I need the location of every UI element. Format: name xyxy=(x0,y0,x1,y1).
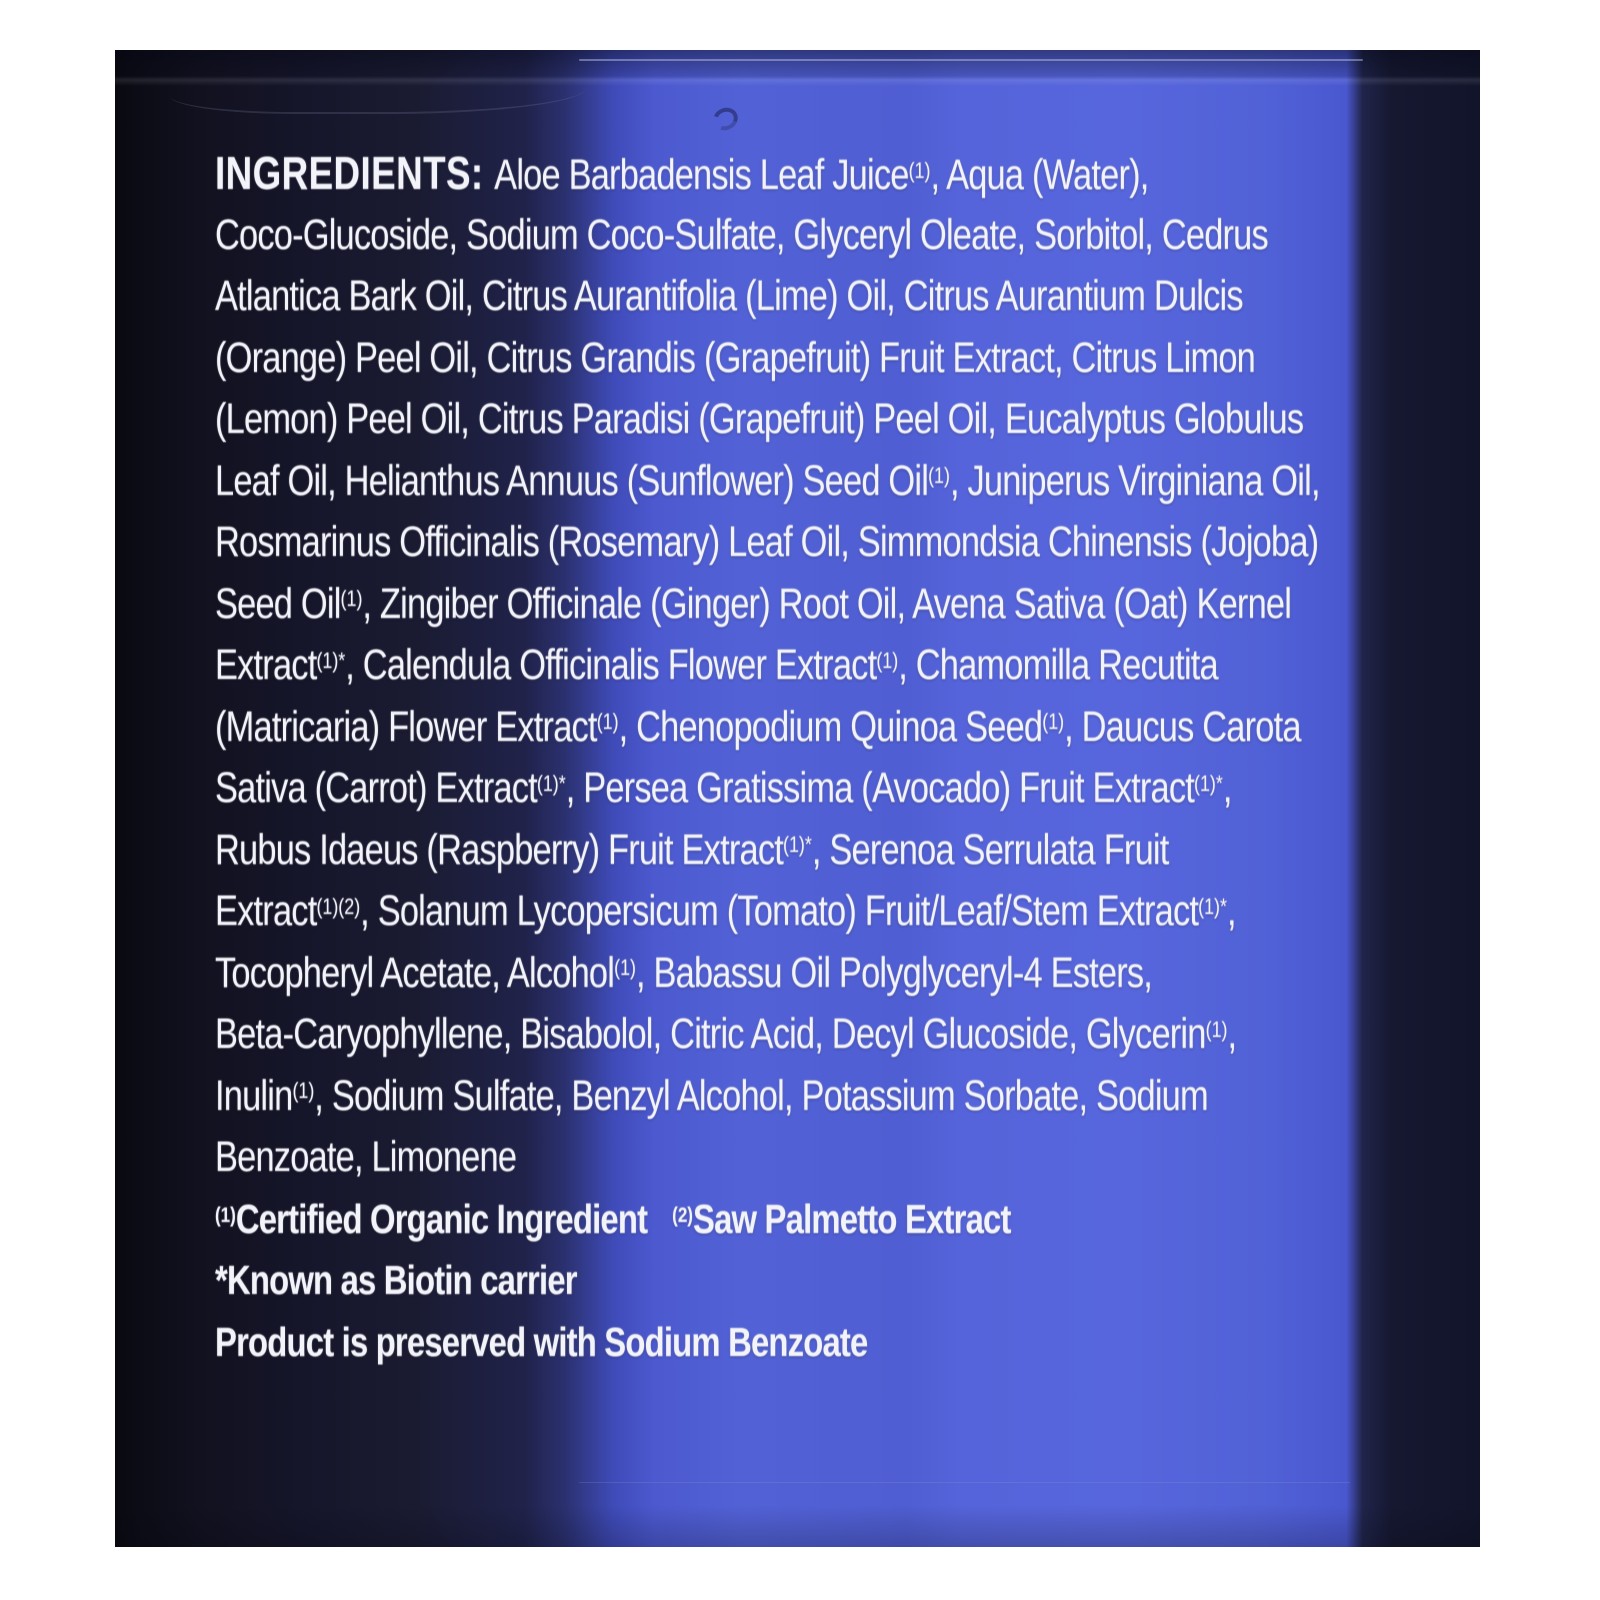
ingredient-text: , Persea Gratissima (Avocado) Fruit Extract xyxy=(565,764,1195,812)
ingredient-text: , Chamomilla Recutita xyxy=(898,641,1218,689)
ingredient-text: INGREDIENTS: xyxy=(215,147,495,199)
footnote-marker: (1)* xyxy=(536,770,566,796)
ingredient-text: Extract xyxy=(215,641,317,689)
label-line xyxy=(215,1250,1495,1312)
ingredients-text xyxy=(215,143,1495,1373)
ingredient-text: Aloe Barbadensis Leaf Juice xyxy=(494,151,909,199)
footnote-marker: (1) xyxy=(596,709,619,735)
footnote-marker: (1)(2) xyxy=(316,893,361,919)
ingredient-text: , Zingiber Officinale (Ginger) Root Oil, Avena Sativa (Oat) Kernel xyxy=(362,579,1292,628)
bottle-shoulder-seam xyxy=(170,78,586,114)
label-line xyxy=(215,1066,1495,1128)
footnote-marker: (1)* xyxy=(1194,770,1223,796)
footnote-marker: (1) xyxy=(292,1078,315,1104)
ingredient-text: Atlantica Bark Oil, Citrus Aurantifolia (Lime) Oil, Citrus Aurantium Dulcis xyxy=(215,272,1243,320)
footnote-marker: (1)* xyxy=(316,647,346,673)
ingredient-text: , Sodium Sulfate, Benzyl Alcohol, Potassium Sorbate, Sodium xyxy=(314,1071,1208,1120)
label-line xyxy=(215,328,1495,390)
label-line xyxy=(215,451,1495,513)
footnote-marker: (1) xyxy=(908,157,931,183)
label-line xyxy=(215,143,1495,205)
label-line xyxy=(215,1189,1495,1251)
label-line xyxy=(215,758,1495,820)
label-line xyxy=(215,697,1495,759)
label-line xyxy=(215,881,1495,943)
ingredient-text: (Orange) Peel Oil, Citrus Grandis (Grapefruit) Fruit Extract, Citrus Limon xyxy=(215,333,1255,382)
footnote-marker: (1) xyxy=(928,463,950,489)
ingredient-text: Inulin xyxy=(215,1071,293,1120)
ingredient-text: , Calendula Officinalis Flower Extract xyxy=(345,641,877,689)
label-line xyxy=(215,512,1495,574)
bottle-bottom-seam xyxy=(579,1482,1350,1483)
footnote-marker: (1)* xyxy=(1198,893,1227,919)
ingredient-text: , Daucus Carota xyxy=(1064,702,1301,751)
footnote-marker: (2) xyxy=(672,1202,693,1227)
product-label-photo xyxy=(115,50,1480,1547)
label-line xyxy=(215,205,1495,267)
ingredient-text: , xyxy=(1226,887,1236,935)
ingredient-text: Sativa (Carrot) Extract xyxy=(215,764,537,812)
ingredient-text: , Serenoa Serrulata Fruit xyxy=(811,825,1169,874)
ingredient-text: (Lemon) Peel Oil, Citrus Paradisi (Grapefruit) Peel Oil, Eucalyptus Globulus xyxy=(215,395,1304,443)
ingredient-text: Coco-Glucoside, Sodium Coco-Sulfate, Glyceryl Oleate, Sorbitol, Cedrus xyxy=(215,210,1268,259)
ingredient-text: Beta-Caryophyllene, Bisabolol, Citric Acid, Decyl Glucoside, Glycerin xyxy=(215,1010,1206,1058)
label-line xyxy=(215,1312,1495,1374)
ingredient-text: Seed Oil xyxy=(215,579,341,628)
bottle-cap-seam xyxy=(579,59,1363,61)
footnote-marker: (1) xyxy=(614,955,636,981)
ingredient-text: Tocopheryl Acetate, Alcohol xyxy=(215,948,615,997)
footnote-marker: (1) xyxy=(1205,1016,1228,1042)
footnote-marker: (1) xyxy=(876,647,899,673)
label-line xyxy=(215,574,1495,636)
ingredient-text: Benzoate, Limonene xyxy=(215,1133,517,1181)
label-line xyxy=(215,266,1495,328)
ingredient-text: Rubus Idaeus (Raspberry) Fruit Extract xyxy=(215,825,783,874)
footnote-marker: (1) xyxy=(1042,709,1065,735)
ingredient-text: Extract xyxy=(215,887,317,935)
label-line xyxy=(215,389,1495,451)
ingredient-text: (Matricaria) Flower Extract xyxy=(215,702,597,751)
label-defect-mark xyxy=(710,104,742,135)
ingredient-text: Leaf Oil, Helianthus Annuus (Sunflower) Seed Oil xyxy=(215,456,929,505)
ingredient-text: Rosmarinus Officinalis (Rosemary) Leaf Oil, Simmondsia Chinensis (Jojoba) xyxy=(215,518,1319,566)
label-line xyxy=(215,1127,1495,1189)
footnote-marker: (1)* xyxy=(783,832,812,858)
footnote-marker: (1) xyxy=(215,1202,236,1227)
label-line xyxy=(215,1004,1495,1066)
ingredient-text: , xyxy=(1222,764,1232,812)
label-line xyxy=(215,943,1495,1005)
ingredient-text: , Babassu Oil Polyglyceryl-4 Esters, xyxy=(635,948,1153,997)
ingredient-text: , xyxy=(1227,1010,1237,1058)
ingredient-text: , Solanum Lycopersicum (Tomato) Fruit/Leaf/Stem Extract xyxy=(360,887,1199,935)
ingredient-text: Product is preserved with Sodium Benzoate xyxy=(215,1318,868,1365)
ingredient-text: , Juniperus Virginiana Oil, xyxy=(949,456,1320,505)
footnote-marker: (1) xyxy=(340,586,363,612)
label-line xyxy=(215,635,1495,697)
label-line xyxy=(215,820,1495,882)
ingredient-text: , Chenopodium Quinoa Seed xyxy=(618,702,1043,751)
ingredient-text: Saw Palmetto Extract xyxy=(693,1195,1011,1242)
ingredient-text: Certified Organic Ingredient xyxy=(235,1195,673,1242)
ingredient-text: *Known as Biotin carrier xyxy=(215,1257,577,1303)
ingredient-text: , Aqua (Water), xyxy=(930,151,1149,199)
